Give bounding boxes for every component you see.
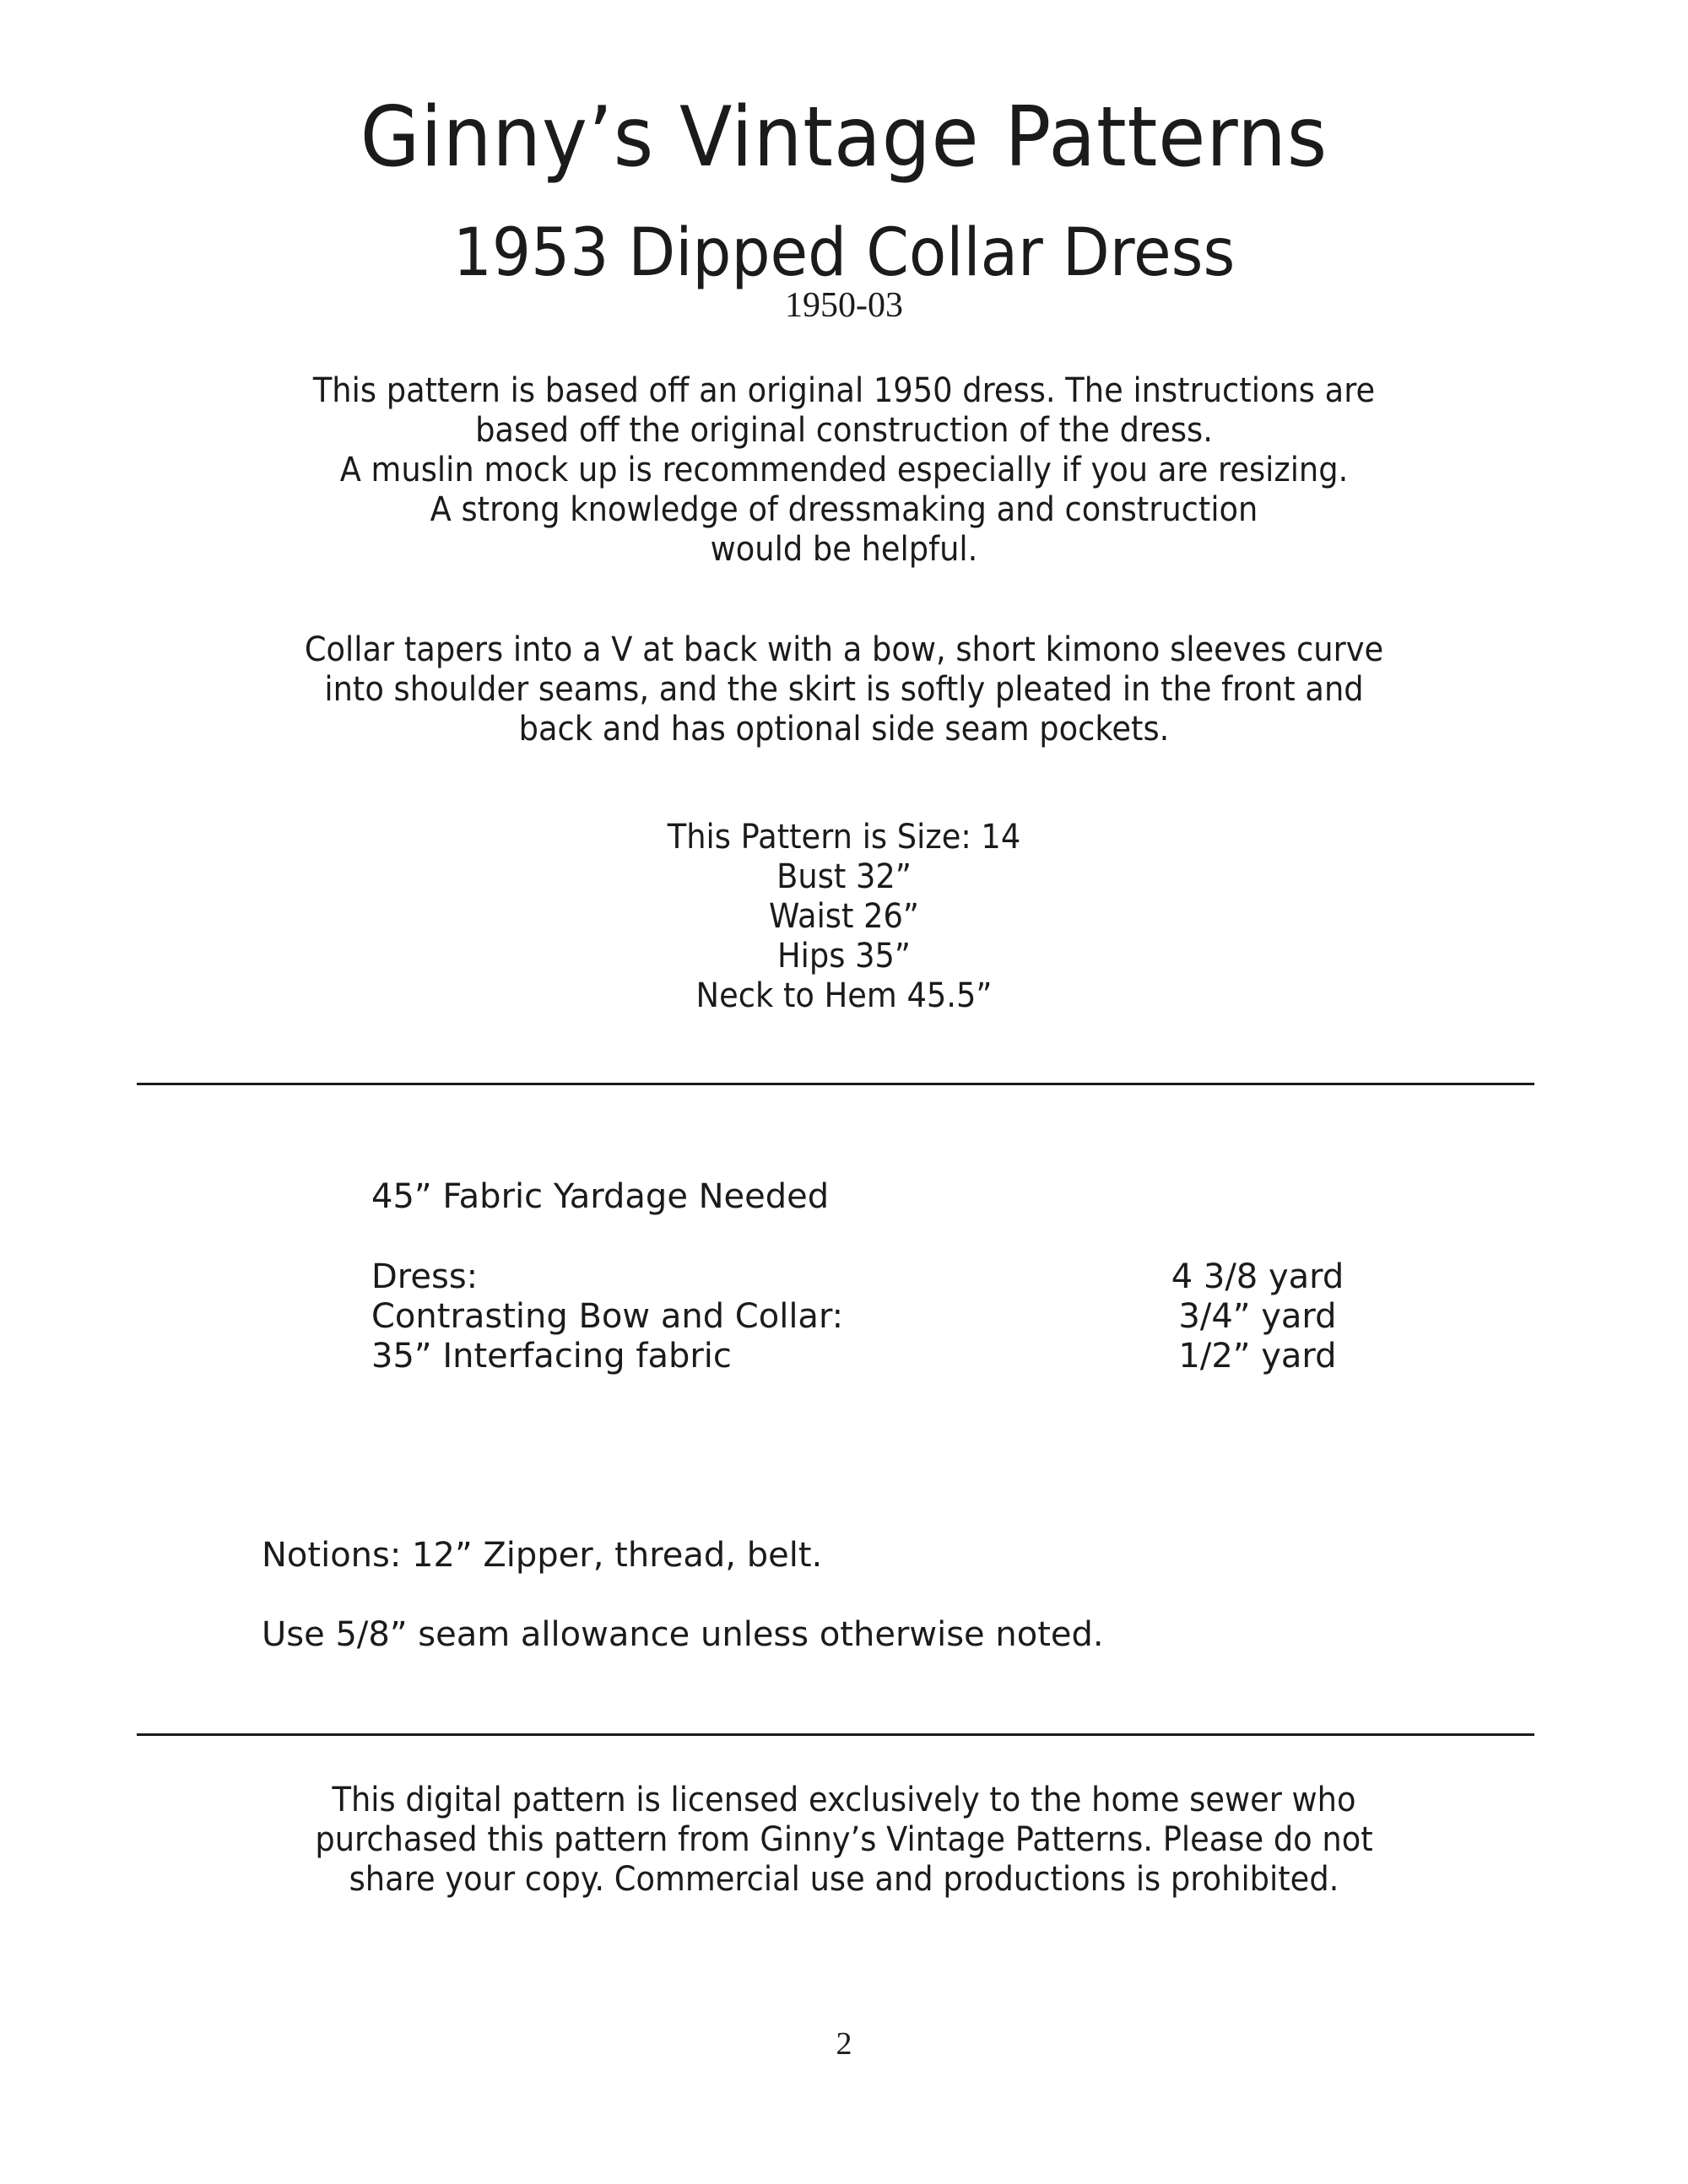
yardage-section	[371, 1177, 1350, 1376]
neck-to-hem-measurement: Neck to Hem 45.5”	[695, 976, 993, 1015]
pattern-code: 1950-03	[785, 286, 903, 325]
description-line: back and has optional side seam pockets.	[518, 710, 1170, 749]
page-number: 2	[836, 2026, 852, 2062]
yardage-item: Contrasting Bow and Collar:	[371, 1297, 844, 1336]
yardage-amount: 3/4” yard	[1178, 1297, 1337, 1336]
yardage-row	[371, 1257, 1350, 1297]
license-line: This digital pattern is licensed exclusively to the home sewer who	[332, 1781, 1356, 1819]
yardage-row	[371, 1337, 1350, 1376]
intro-line: would be helpful.	[710, 530, 978, 569]
license-line: purchased this pattern from Ginny’s Vintage Patterns. Please do not	[315, 1820, 1373, 1859]
intro-line: A muslin mock up is recommended especially if you are resizing.	[339, 451, 1349, 489]
notes-section	[262, 1536, 1104, 1695]
section-divider	[137, 1733, 1534, 1736]
license-line: share your copy. Commercial use and productions is prohibited.	[349, 1860, 1339, 1899]
yardage-amount: 1/2” yard	[1178, 1337, 1337, 1376]
yardage-heading: 45” Fabric Yardage Needed	[371, 1177, 830, 1216]
bust-measurement: Bust 32”	[776, 857, 912, 896]
description-line: into shoulder seams, and the skirt is softly pleated in the front and	[324, 670, 1364, 709]
license-paragraph	[68, 1781, 1620, 1900]
size-block	[68, 818, 1620, 1016]
size-label: This Pattern is Size: 14	[667, 818, 1021, 857]
notions-text: Notions: 12” Zipper, thread, belt.	[262, 1536, 823, 1575]
yardage-item: Dress:	[371, 1257, 479, 1296]
intro-line: A strong knowledge of dressmaking and construction	[430, 490, 1258, 529]
intro-line: This pattern is based off an original 1950 dress. The instructions are	[312, 371, 1376, 410]
hips-measurement: Hips 35”	[776, 937, 912, 976]
pattern-title: 1953 Dipped Collar Dress	[452, 215, 1236, 291]
waist-measurement: Waist 26”	[768, 897, 919, 936]
yardage-amount: 4 3/8 yard	[1171, 1257, 1344, 1296]
yardage-row	[371, 1297, 1350, 1337]
description-paragraph	[68, 630, 1620, 749]
yardage-item: 35” Interfacing fabric	[371, 1337, 732, 1376]
seam-allowance-text: Use 5/8” seam allowance unless otherwise noted.	[262, 1615, 1104, 1654]
description-line: Collar tapers into a V at back with a bow, short kimono sleeves curve	[304, 630, 1384, 669]
brand-title: Ginny’s Vintage Patterns	[360, 89, 1328, 186]
intro-paragraph	[68, 371, 1620, 570]
intro-line: based off the original construction of the dress.	[475, 411, 1213, 450]
section-divider	[137, 1083, 1534, 1085]
